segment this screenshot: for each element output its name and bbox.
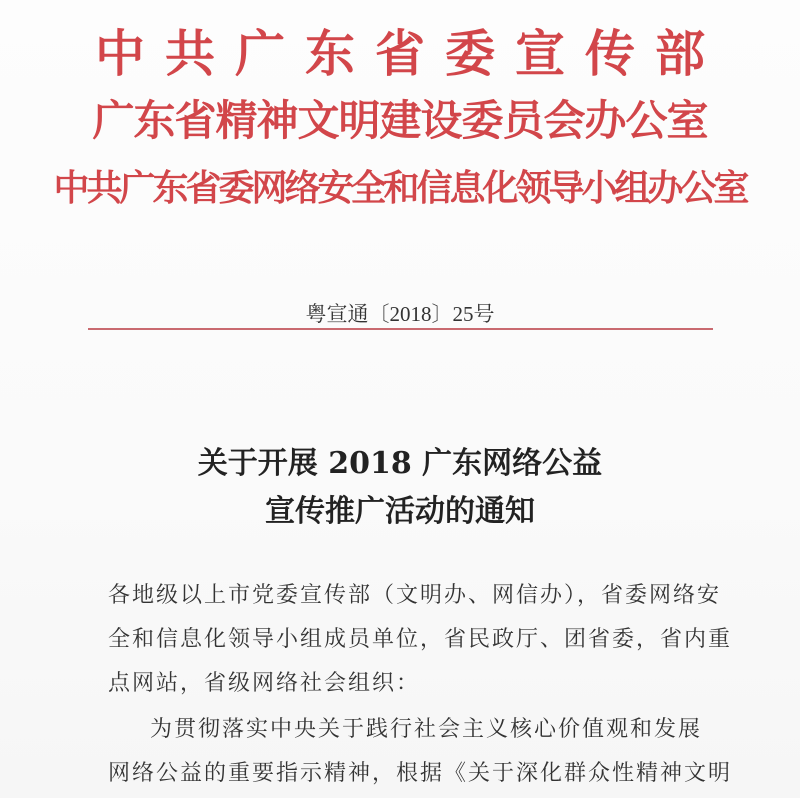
paragraph-line: 网络公益的重要指示精神，根据《关于深化群众性精神文明 — [108, 761, 733, 786]
issuer-propaganda-department: 中共广东省委宣传部 — [95, 24, 725, 83]
document-number: 粤宣通〔2018〕25号 — [305, 302, 495, 326]
document-title-line-1: 关于开展 2018 广东网络公益 — [197, 446, 603, 481]
issuer-civilization-office: 广东省精神文明建设委员会办公室 — [92, 96, 708, 145]
red-divider-line — [88, 328, 713, 330]
document-title-line-2: 宣传推广活动的通知 — [265, 494, 535, 529]
addressee-line: 全和信息化领导小组成员单位，省民政厅、团省委，省内重 — [108, 627, 733, 652]
addressee-line: 点网站，省级网络社会组织： — [108, 671, 421, 696]
addressee-line: 各地级以上市党委宣传部（文明办、网信办），省委网络安 — [108, 583, 722, 608]
issuer-cyberspace-office: 中共广东省委网络安全和信息化领导小组办公室 — [53, 167, 747, 209]
paragraph-line: 为贯彻落实中央关于践行社会主义核心价值观和发展 — [150, 717, 703, 742]
